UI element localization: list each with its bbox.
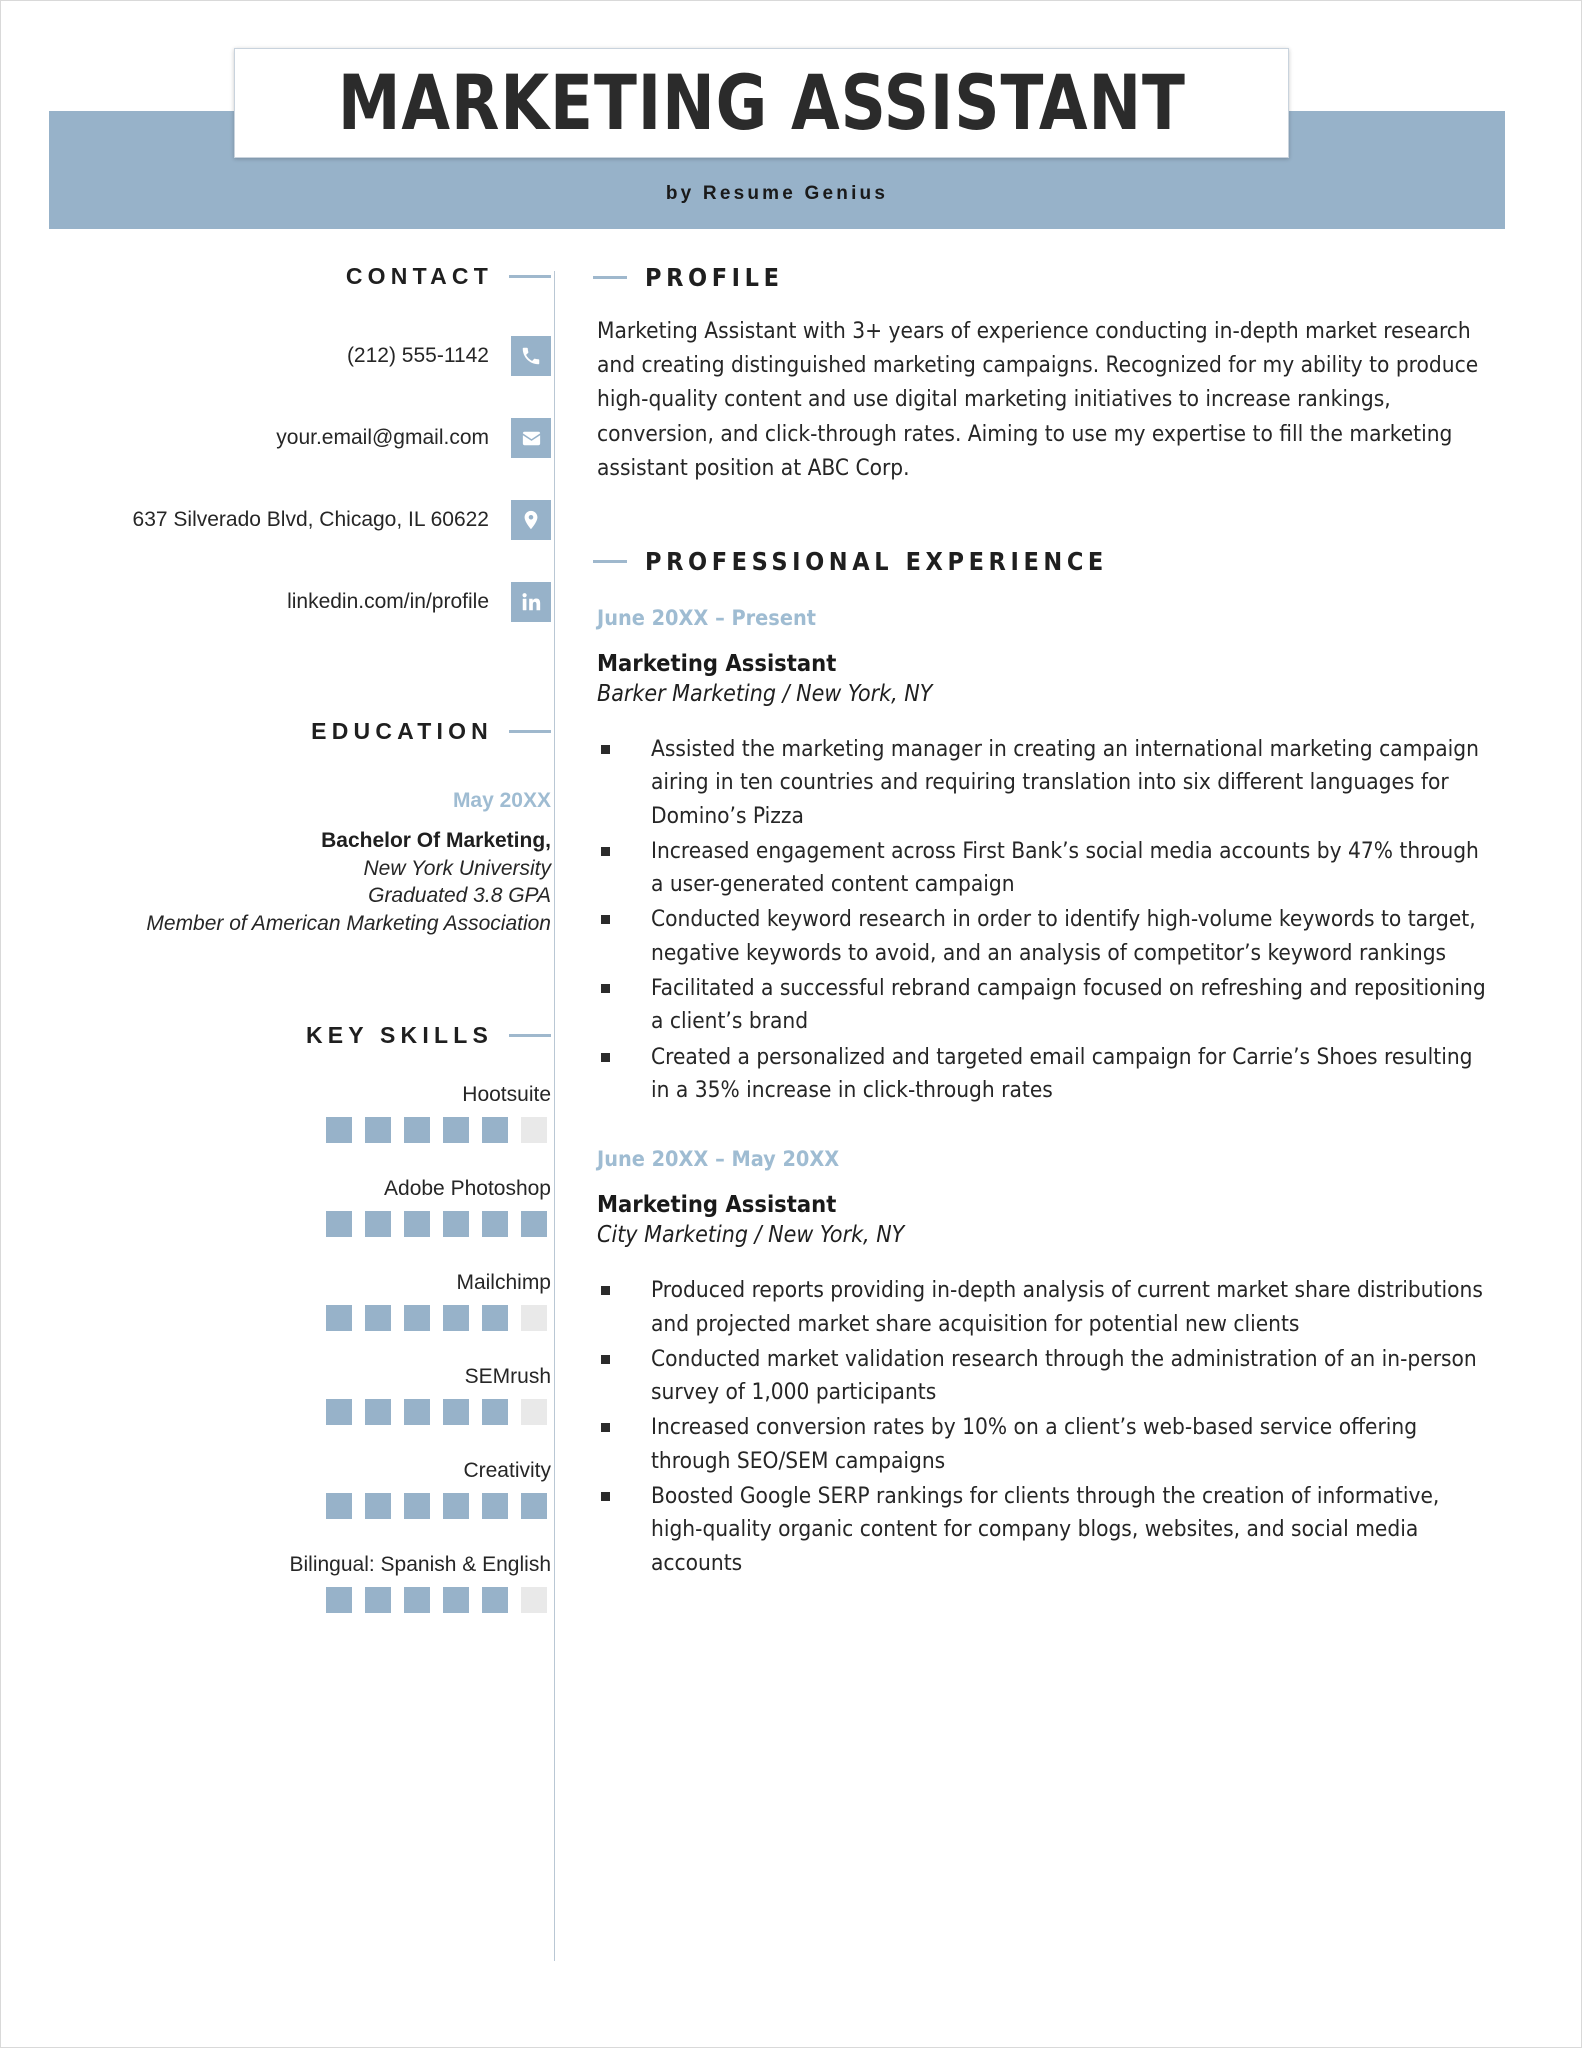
contact-email-value: your.email@gmail.com [276, 425, 489, 449]
contact-linkedin-value: linkedin.com/in/profile [287, 589, 489, 613]
rating-square-filled [365, 1305, 391, 1331]
contact-heading-label: CONTACT [345, 263, 493, 289]
bullet-text: Assisted the marketing manager in creating an international marketing campaign airing in ten countries and requiring translation into six different languages for Domino’s Pizza [651, 735, 1479, 829]
heading-rule [593, 276, 627, 279]
rating-square-filled [326, 1211, 352, 1237]
profile-heading [593, 263, 1488, 292]
heading-rule [509, 1034, 551, 1037]
square-bullet-icon [601, 972, 651, 1039]
skill-label: SEMrush [464, 1364, 551, 1388]
rating-square-filled [482, 1399, 508, 1425]
education-heading [61, 718, 551, 745]
rating-square-filled [443, 1117, 469, 1143]
bullet-item [601, 972, 1488, 1039]
bullet-text: Increased engagement across First Bank’s social media accounts by 47% through a user-generated content campaign [651, 837, 1479, 898]
rating-square-filled [443, 1305, 469, 1331]
rating-square-filled [443, 1587, 469, 1613]
rating-square-empty [521, 1117, 547, 1143]
skill-item [61, 1271, 551, 1331]
skill-label: Mailchimp [456, 1270, 551, 1294]
contact-heading [61, 263, 551, 290]
profile-text: Marketing Assistant with 3+ years of experience conducting in-depth market research and creating distinguished marketing campaigns. Recognized for my ability to produce high-quality content and use digital marketing initiatives to increase rankings, conversion, and click-through rates. Aiming to use my expertise to fill the marketing assistant position at ABC Corp. [597, 318, 1479, 481]
linkedin-icon [511, 582, 551, 622]
bullet-item [601, 1041, 1488, 1108]
map-pin-icon [511, 500, 551, 540]
bullet-text: Facilitated a successful rebrand campaign focused on refreshing and repositioning a client’s brand [651, 975, 1486, 1035]
rating-square-filled [326, 1305, 352, 1331]
bullet-item [601, 1480, 1488, 1580]
experience-date: June 20XX – Present [597, 605, 816, 631]
square-bullet-icon [601, 1343, 651, 1410]
skills-list [61, 1083, 551, 1613]
contact-item-email[interactable] [61, 418, 551, 458]
rating-square-empty [521, 1399, 547, 1425]
bullet-text: Produced reports providing in-depth analysis of current market share distributions and projected market share acquisition for potential new clients [651, 1277, 1483, 1337]
contact-list [61, 336, 551, 622]
bullet-text: Conducted market validation research through the administration of an in-person survey of 1,000 participants [651, 1345, 1477, 1406]
skill-item [61, 1083, 551, 1143]
education-details [61, 827, 551, 938]
rating-square-filled [404, 1305, 430, 1331]
header-title-box [234, 48, 1289, 158]
header-subtitle: by Resume Genius [665, 183, 889, 204]
experience-section [593, 547, 1488, 1580]
rating-square-filled [365, 1399, 391, 1425]
jobs-list [593, 606, 1488, 1580]
rating-square-filled [326, 1117, 352, 1143]
skill-rating [61, 1117, 551, 1143]
contact-item-phone[interactable] [61, 336, 551, 376]
education-degree: Bachelor Of Marketing, [321, 829, 551, 852]
square-bullet-icon [601, 903, 651, 970]
square-bullet-icon [601, 835, 651, 902]
bullet-text: Created a personalized and targeted email campaign for Carrie’s Shoes resulting in a 35% increase in click-through rates [651, 1043, 1473, 1103]
experience-heading-label: PROFESSIONAL EXPERIENCE [645, 546, 1108, 576]
education-section [61, 718, 551, 938]
square-bullet-icon [601, 1041, 651, 1108]
rating-square-filled [443, 1493, 469, 1519]
rating-square-filled [365, 1117, 391, 1143]
bullet-item [601, 835, 1488, 902]
square-bullet-icon [601, 733, 651, 833]
skill-item [61, 1365, 551, 1425]
rating-square-filled [443, 1399, 469, 1425]
rating-square-filled [404, 1587, 430, 1613]
skill-label: Adobe Photoshop [384, 1176, 551, 1200]
column-divider [554, 271, 555, 1961]
rating-square-filled [521, 1493, 547, 1519]
skill-label: Creativity [463, 1458, 551, 1482]
rating-square-filled [482, 1493, 508, 1519]
skill-rating [61, 1305, 551, 1331]
skill-rating [61, 1587, 551, 1613]
skill-label: Bilingual: Spanish & English [289, 1552, 551, 1576]
heading-rule [593, 560, 627, 563]
rating-square-filled [482, 1587, 508, 1613]
contact-item-address[interactable] [61, 500, 551, 540]
rating-square-filled [443, 1211, 469, 1237]
contact-address-value: 637 Silverado Blvd, Chicago, IL 60622 [132, 507, 489, 531]
contact-phone-value: (212) 555-1142 [346, 343, 489, 367]
experience-job-title: Marketing Assistant [597, 648, 837, 677]
rating-square-filled [365, 1211, 391, 1237]
rating-square-filled [404, 1493, 430, 1519]
education-heading-label: EDUCATION [311, 718, 493, 744]
rating-square-filled [482, 1305, 508, 1331]
skill-rating [61, 1399, 551, 1425]
bullet-item [601, 1274, 1488, 1341]
heading-rule [509, 730, 551, 733]
education-gpa: Graduated 3.8 GPA [368, 884, 551, 908]
skills-heading [61, 1022, 551, 1049]
experience-entry [593, 1147, 1488, 1580]
rating-square-filled [482, 1211, 508, 1237]
rating-square-filled [404, 1399, 430, 1425]
page-title: MARKETING ASSISTANT [337, 58, 1186, 147]
rating-square-filled [326, 1493, 352, 1519]
sidebar [61, 263, 551, 1613]
skill-item [61, 1459, 551, 1519]
education-membership: Member of American Marketing Association [146, 912, 551, 936]
rating-square-filled [326, 1587, 352, 1613]
skill-item [61, 1177, 551, 1237]
square-bullet-icon [601, 1480, 651, 1580]
bullet-item [601, 733, 1488, 833]
experience-bullets [593, 733, 1488, 1107]
rating-square-filled [404, 1211, 430, 1237]
rating-square-empty [521, 1587, 547, 1613]
bullet-text: Conducted keyword research in order to identify high-volume keywords to target, negative keywords to avoid, and an analysis of competitor’s keyword rankings [651, 906, 1476, 966]
rating-square-filled [521, 1211, 547, 1237]
skills-section [61, 1022, 551, 1613]
experience-heading [593, 547, 1488, 576]
bullet-item [601, 1411, 1488, 1478]
skill-item [61, 1553, 551, 1613]
bullet-text: Boosted Google SERP rankings for clients through the creation of informative, high-quality organic content for company blogs, websites, and social media accounts [651, 1482, 1440, 1576]
experience-bullets [593, 1274, 1488, 1580]
experience-date: June 20XX – May 20XX [597, 1147, 840, 1173]
square-bullet-icon [601, 1274, 651, 1341]
bullet-item [601, 903, 1488, 970]
profile-section [593, 263, 1488, 485]
phone-icon [511, 336, 551, 376]
experience-organization: Barker Marketing / New York, NY [597, 680, 933, 707]
education-school: New York University [363, 856, 551, 880]
experience-job-title: Marketing Assistant [597, 1190, 837, 1219]
bullet-text: Increased conversion rates by 10% on a client’s web-based service offering through SEO/SEM campaigns [651, 1414, 1418, 1474]
main-content [593, 263, 1488, 1582]
skill-rating [61, 1493, 551, 1519]
heading-rule [509, 275, 551, 278]
rating-square-filled [404, 1117, 430, 1143]
rating-square-filled [365, 1493, 391, 1519]
envelope-icon [511, 418, 551, 458]
skill-rating [61, 1211, 551, 1237]
rating-square-empty [521, 1305, 547, 1331]
rating-square-filled [365, 1587, 391, 1613]
experience-entry [593, 606, 1488, 1107]
rating-square-filled [482, 1117, 508, 1143]
education-date: May 20XX [452, 789, 551, 812]
rating-square-filled [326, 1399, 352, 1425]
profile-heading-label: PROFILE [645, 263, 784, 292]
contact-item-linkedin[interactable] [61, 582, 551, 622]
skill-label: Hootsuite [462, 1082, 551, 1106]
body-columns [1, 263, 1582, 1963]
square-bullet-icon [601, 1411, 651, 1478]
experience-organization: City Marketing / New York, NY [597, 1222, 905, 1249]
bullet-item [601, 1343, 1488, 1410]
skills-heading-label: KEY SKILLS [305, 1021, 493, 1048]
